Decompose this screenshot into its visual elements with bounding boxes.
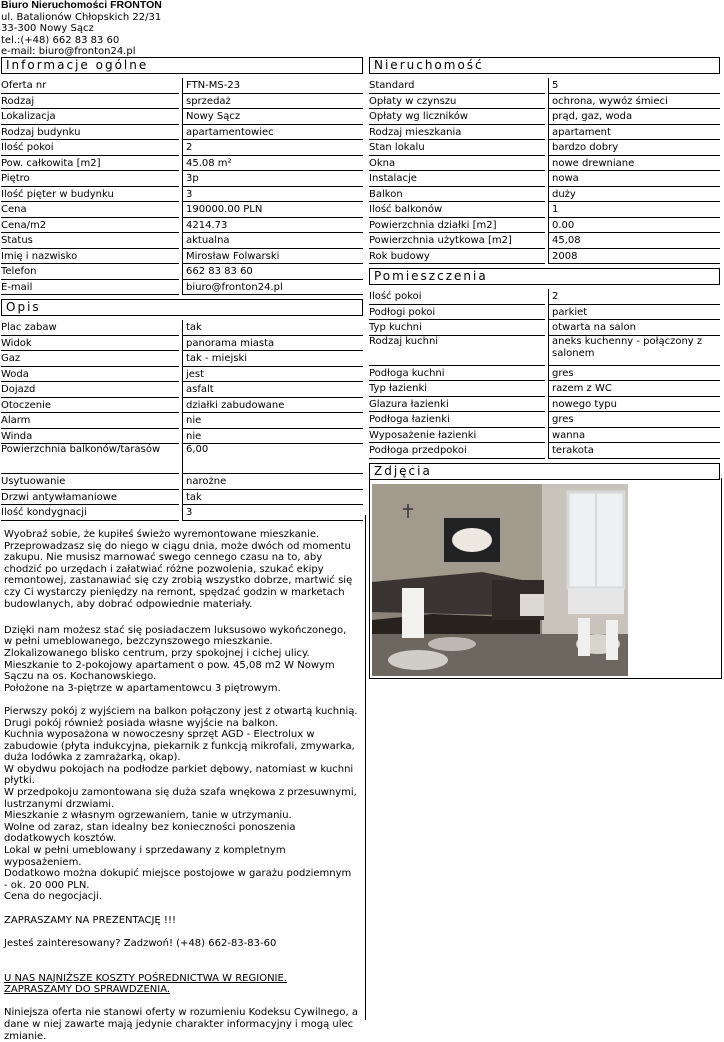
table-row xyxy=(1,398,363,414)
description-paragraph-3: Pierwszy pokój z wyjściem na balkon połączony jest z otwartą kuchnią. Drugi pokój również posiada własne wyjście na balkon. Kuchnia wyposażona w nowoczesny sprzęt AGD - Electrolux w zabudowie (płyta indukcyjna, piekarnik z funkcją mikrofali, zmywarka, duża lodówka z zamrażarką, okap). W obydwu pokojach na podłodze parkiet dębowy, natomiast w kuchni płytki. W przedpokoju zamontowana się duża szafa wnękowa z przesuwnymi, lustrzanymi drzwiami. Mieszkanie z własnym ogrzewaniem, tanie w utrzymaniu. Wolne od zaraz, stan idealny bez konieczności ponoszenia dodatkowych kosztów. Lokal w pełni umeblowany i sprzedawany z kompletnym wyposażeniem. Dodatkowo można dokupić miejsce postojowe w garażu podziemnym - ok. 20 000 PLN. Cena do negocjacji. xyxy=(4,705,358,903)
table-row xyxy=(369,443,720,459)
description-spacer xyxy=(4,903,362,915)
row-label: Opłaty w czynszu xyxy=(369,94,545,110)
description-spacer xyxy=(4,996,362,1008)
table-row xyxy=(1,429,363,445)
row-label: Telefon xyxy=(1,264,179,280)
row-label: Oferta nr xyxy=(1,78,179,94)
row-label: Cena xyxy=(1,202,179,218)
row-label: Ilość kondygnacji xyxy=(1,505,179,521)
description-spacer xyxy=(4,961,362,973)
table-row xyxy=(369,94,720,110)
row-value: sprzedaż xyxy=(182,94,363,110)
row-label: Plac zabaw xyxy=(1,320,179,336)
description-paragraph-1: Wyobraź sobie, że kupiłeś świeżo wyremontowane mieszkanie. Przeprowadzasz się do niego w ciągu dnia, może dwóch od momentu zakupu. Nie musisz marnować swego cennego czasu na to, aby chodzić po urzędach i załatwiać różne pozwolenia, szukać ekipy remontowej, zastanawiać się czy zrobią wszystko dobrze, martwić się czy Ci wystarczy pieniędzy na remont, spędzać godzin w marketach budowlanych, aby dobrać odpowiednie materiały. xyxy=(4,529,353,610)
row-label: Status xyxy=(1,233,179,249)
row-label: Lokalizacja xyxy=(1,109,179,125)
row-label: Rodzaj budynku xyxy=(1,125,179,141)
row-value: apartamentowiec xyxy=(182,125,363,141)
row-value: Mirosław Folwarski xyxy=(182,249,363,265)
row-value: 3 xyxy=(182,187,363,203)
description-paragraph-6: U NAS NAJNIŻSZE KOSZTY POŚREDNICTWA W REGIONIE. ZAPRASZAMY DO SPRAWDZENIA. xyxy=(4,972,287,996)
row-label: Ilość pokoi xyxy=(1,140,179,156)
table-row xyxy=(369,336,720,366)
table-row xyxy=(369,202,720,218)
table-row xyxy=(369,218,720,234)
table-row xyxy=(369,249,720,265)
row-label: Rodzaj xyxy=(1,94,179,110)
table-row xyxy=(369,125,720,141)
table-row xyxy=(1,382,363,398)
description-spacer xyxy=(4,610,362,622)
row-value: razem z WC xyxy=(548,381,720,397)
table-row xyxy=(369,109,720,125)
row-value: 3 xyxy=(182,505,363,521)
row-value: bardzo dobry xyxy=(548,140,720,156)
row-value: 2008 xyxy=(548,249,720,265)
rooms-table xyxy=(369,289,720,459)
row-value: FTN-MS-23 xyxy=(182,78,363,94)
table-row xyxy=(1,249,363,265)
row-label: Typ łazienki xyxy=(369,381,545,397)
row-label: Widok xyxy=(1,336,179,352)
row-label: Wyposażenie łazienki xyxy=(369,428,545,444)
row-value: 45,08 xyxy=(548,233,720,249)
row-value: asfalt xyxy=(182,382,363,398)
row-label: Usytuowanie xyxy=(1,474,179,490)
row-label: Glazura łazienki xyxy=(369,397,545,413)
row-value: Nowy Sącz xyxy=(182,109,363,125)
row-value: panorama miasta xyxy=(182,336,363,352)
row-label: Rodzaj kuchni xyxy=(369,336,545,366)
row-value: 45.08 m² xyxy=(182,156,363,172)
row-value: tak xyxy=(182,320,363,336)
row-label: Drzwi antywłamaniowe xyxy=(1,490,179,506)
row-value: tak xyxy=(182,490,363,506)
row-value: 5 xyxy=(548,78,720,94)
row-label: Otoczenie xyxy=(1,398,179,414)
row-value: jest xyxy=(182,367,363,383)
row-value: 662 83 83 60 xyxy=(182,264,363,280)
row-value: aneks kuchenny - połączony z salonem xyxy=(548,336,720,366)
row-label: Ilość balkonów xyxy=(369,202,545,218)
description-paragraph-4: ZAPRASZAMY NA PREZENTACJĘ !!! xyxy=(4,914,176,926)
right-column xyxy=(369,57,720,480)
table-row xyxy=(369,397,720,413)
row-value: nie xyxy=(182,413,363,429)
table-row xyxy=(1,505,363,521)
row-value: gres xyxy=(548,366,720,382)
agency-name: Biuro Nieruchomości FRONTON xyxy=(1,0,162,11)
row-label: Alarm xyxy=(1,413,179,429)
row-label: Ilość pięter w budynku xyxy=(1,187,179,203)
agency-phone: tel.:(+48) 662 83 83 60 xyxy=(1,34,120,46)
row-label: Pow. całkowita [m2] xyxy=(1,156,179,172)
row-label: Powierzchnia użytkowa [m2] xyxy=(369,233,545,249)
section-photos-title: Zdjęcia xyxy=(369,463,720,480)
table-row xyxy=(1,490,363,506)
table-row xyxy=(1,140,363,156)
row-value: nowego typu xyxy=(548,397,720,413)
column-divider xyxy=(365,515,366,1020)
row-label: Gaz xyxy=(1,351,179,367)
table-row xyxy=(1,367,363,383)
description-paragraph-2: Dzięki nam możesz stać się posiadaczem luksusowo wykończonego, w pełni umeblowanego, bezczynszowego mieszkanie. Zlokalizowanego blisko centrum, przy spokojnej i cichej ulicy. Mieszkanie to 2-pokojowy apartament o pow. 45,08 m2 W Nowym Sączu na os. Kochanowskiego. Położone na 3-piętrze w apartamentowcu 3 piętrowym. xyxy=(4,624,347,694)
table-row xyxy=(1,171,363,187)
table-row xyxy=(369,171,720,187)
table-row xyxy=(369,289,720,305)
table-row xyxy=(1,233,363,249)
description-paragraph-7: Niniejsza oferta nie stanowi oferty w rozumieniu Kodeksu Cywilnego, a dane w niej zawarte mają jedynie charakter informacyjny i mogą ulec zmianie. xyxy=(4,1007,358,1042)
table-row xyxy=(1,351,363,367)
row-label: Imię i nazwisko xyxy=(1,249,179,265)
table-row xyxy=(1,78,363,94)
row-value: narożne xyxy=(182,474,363,490)
description-spacer xyxy=(4,926,362,938)
table-row xyxy=(1,94,363,110)
row-label: Powierzchnia balkonów/tarasów xyxy=(1,444,179,474)
row-value: 2 xyxy=(182,140,363,156)
row-label: Rodzaj mieszkania xyxy=(369,125,545,141)
table-row xyxy=(369,140,720,156)
table-row xyxy=(369,156,720,172)
row-value: 190000.00 PLN xyxy=(182,202,363,218)
table-row xyxy=(1,280,363,296)
row-value: terakota xyxy=(548,443,720,459)
apartment-photo[interactable] xyxy=(372,484,628,676)
row-label: Woda xyxy=(1,367,179,383)
table-row xyxy=(369,320,720,336)
row-value: nowa xyxy=(548,171,720,187)
table-row xyxy=(369,366,720,382)
agency-header xyxy=(1,0,162,58)
row-value: gres xyxy=(548,412,720,428)
row-label: Okna xyxy=(369,156,545,172)
row-value: 4214.73 xyxy=(182,218,363,234)
row-label: Rok budowy xyxy=(369,249,545,265)
row-label: Stan lokalu xyxy=(369,140,545,156)
agency-address-city: 33-300 Nowy Sącz xyxy=(1,23,94,35)
photos-frame xyxy=(369,478,722,679)
table-row xyxy=(369,305,720,321)
row-value: tak - miejski xyxy=(182,351,363,367)
table-row xyxy=(1,474,363,490)
row-value: duży xyxy=(548,187,720,203)
row-label: Podłoga kuchni xyxy=(369,366,545,382)
row-label: Winda xyxy=(1,429,179,445)
opis-table xyxy=(1,320,363,521)
description-spacer xyxy=(4,949,362,961)
table-row xyxy=(369,428,720,444)
description-paragraph-5: Jesteś zainteresowany? Zadzwoń! (+48) 662-83-83-60 xyxy=(4,937,277,949)
row-value: działki zabudowane xyxy=(182,398,363,414)
table-row xyxy=(1,109,363,125)
table-row xyxy=(369,187,720,203)
row-value: nie xyxy=(182,429,363,445)
table-row xyxy=(1,125,363,141)
row-label: Podłogi pokoi xyxy=(369,305,545,321)
row-label: Cena/m2 xyxy=(1,218,179,234)
row-label: Dojazd xyxy=(1,382,179,398)
row-value: nowe drewniane xyxy=(548,156,720,172)
table-row xyxy=(1,202,363,218)
living-room-image xyxy=(372,484,628,676)
table-row xyxy=(1,320,363,336)
row-value: 0.00 xyxy=(548,218,720,234)
row-value: prąd, gaz, woda xyxy=(548,109,720,125)
table-row xyxy=(369,412,720,428)
row-value: parkiet xyxy=(548,305,720,321)
section-opis-title: Opis xyxy=(1,299,363,316)
table-row xyxy=(1,156,363,172)
table-row xyxy=(1,444,363,474)
row-value: wanna xyxy=(548,428,720,444)
description-spacer xyxy=(4,694,362,706)
table-row xyxy=(1,413,363,429)
section-rooms-title: Pomieszczenia xyxy=(369,268,720,285)
row-label: Piętro xyxy=(1,171,179,187)
row-value: 1 xyxy=(548,202,720,218)
row-value: biuro@fronton24.pl xyxy=(182,280,363,296)
row-label: Instalacje xyxy=(369,171,545,187)
row-label: E-mail xyxy=(1,280,179,296)
row-label: Typ kuchni xyxy=(369,320,545,336)
offer-description xyxy=(4,529,362,1042)
general-table xyxy=(1,78,363,295)
row-value: 2 xyxy=(548,289,720,305)
table-row xyxy=(369,381,720,397)
row-value: otwarta na salon xyxy=(548,320,720,336)
table-row xyxy=(1,218,363,234)
table-row xyxy=(1,336,363,352)
row-value: ochrona, wywóz śmieci xyxy=(548,94,720,110)
agency-email: e-mail: biuro@fronton24.pl xyxy=(1,46,136,58)
row-label: Podłoga łazienki xyxy=(369,412,545,428)
row-label: Ilość pokoi xyxy=(369,289,545,305)
row-label: Balkon xyxy=(369,187,545,203)
table-row xyxy=(369,78,720,94)
table-row xyxy=(369,233,720,249)
row-label: Opłaty wg liczników xyxy=(369,109,545,125)
property-table xyxy=(369,78,720,264)
table-row xyxy=(1,264,363,280)
section-property-title: Nieruchomość xyxy=(369,57,720,74)
agency-address-street: ul. Batalionów Chłopskich 22/31 xyxy=(1,11,162,23)
left-column xyxy=(1,57,363,521)
row-label: Powierzchnia działki [m2] xyxy=(369,218,545,234)
row-value: 6,00 xyxy=(182,444,363,474)
row-value: aktualna xyxy=(182,233,363,249)
row-label: Podłoga przedpokoi xyxy=(369,443,545,459)
row-value: apartament xyxy=(548,125,720,141)
table-row xyxy=(1,187,363,203)
row-value: 3p xyxy=(182,171,363,187)
row-label: Standard xyxy=(369,78,545,94)
section-general-title: Informacje ogólne xyxy=(1,57,363,74)
